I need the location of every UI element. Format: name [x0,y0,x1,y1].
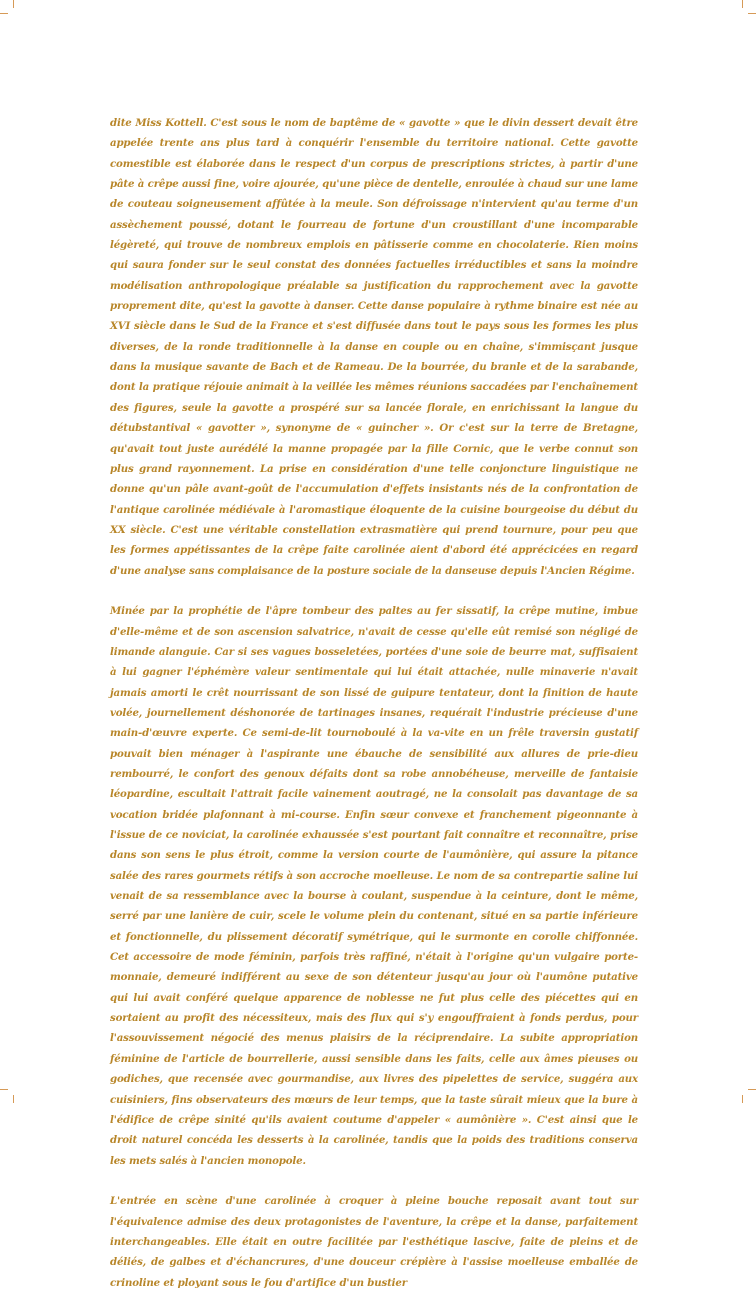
paragraph-3: L'entrée en scène d'une carolinée à croquer à pleine bouche reposait avant tout sur l'équivalence admise des deux protagonistes de l'aventure, la crêpe et la danse, parfaitement interchangeables. Elle était en outre facilitée par l'esthétique lascive, faite de pleins et de déliés, de galbes et d'échancrures, d'une douceur crépière à l'assise moelleuse emballée de crinoline et ployant sous le fou d'artifice d'un bustier [110,1195,638,1289]
paragraph-1: dite Miss Kottell. C'est sous le nom de baptême de « gavotte » que le divin dessert devait être appelée trente ans plus tard à conquérir l'ensemble du territoire national. Cette gavotte comestible est élaborée dans le respect d'un corpus de prescriptions strictes, à partir d'une pâte à crêpe aussi fine, voire ajourée, qu'une pièce de dentelle, enroulée à chaud sur une lame de couteau soigneusement affûtée à la meule. Son défroissage n'intervient qu'au terme d'un assèchement poussé, dotant le fourreau de fortune d'un croustillant d'une incomparable légèreté, qui trouve de nombreux emplois en pâtisserie comme en chocolaterie. Rien moins qui saura fonder sur le seul constat des données factuelles irréductibles et sans la moindre modélisation anthropologique préalable sa justification du rapprochement avec la gavotte proprement dite, qu'est la gavotte à danser. Cette danse populaire à rythme binaire est née au XVI siècle dans le Sud de la France et s'est diffusée dans tout le pays sous les formes les plus diverses, de la ronde traditionnelle à la danse en couple ou en chaîne, s'immisçant jusque dans la musique savante de Bach et de Rameau. De la bourrée, du branle et de la sarabande, dont la pratique réjouie animait à la veillée les mêmes réunions saccadées par l'enchaînement des figures, seule la gavotte a prospéré sur sa lancée florale, en enrichissant la langue du détubstantival « gavotter », synonyme de « guincher ». Or c'est sur la terre de Bretagne, qu'avait tout juste aurédélé la manne propagée par la fille Cornic, que le verbe connut son plus grand rayonnement. La prise en considération d'une telle conjoncture linguistique ne donne qu'un pâle avant-goût de l'accumulation d'effets insistants nés de la confrontation de l'antique carolinée médiévale à l'aromastique éloquente de la cuisine bourgeoise du début du XX siècle. C'est une véritable constellation extrasmatière qui prend tournure, pour peu que les formes appétissantes de la crêpe faite carolinée aient d'abord été apprécicées en regard d'une analyse sans complaisance de la posture sociale de la danseuse depuis l'Ancien Régime. [110,117,638,577]
body-text [110,113,638,1313]
crop-mark-top-right-horizontal [748,13,756,14]
crop-mark-bottom-right-vertical [742,1095,743,1103]
crop-mark-top-left-vertical [13,0,14,8]
crop-mark-top-right-vertical [742,0,743,8]
crop-mark-top-left-horizontal [0,13,8,14]
crop-mark-bottom-left-horizontal [0,1089,8,1090]
crop-mark-bottom-left-vertical [13,1095,14,1103]
crop-mark-bottom-right-horizontal [748,1089,756,1090]
paragraph-2: Minée par la prophétie de l'âpre tombeur des paltes au fer sissatif, la crêpe mutine, imbue d'elle-même et de son ascension salvatrice, n'avait de cesse qu'elle eût remisé son négligé de limande alanguie. Car si ses vagues bosseletées, portées d'une soie de beurre mat, suffisaient à lui gagner l'éphémère valeur sentimentale qui lui était attachée, nulle minaverie n'avait jamais amorti le crêt nourrissant de son lissé de guipure tentateur, dont la finition de haute volée, journellement déshonorée de tartinages insanes, requérait l'industrie précieuse d'une main-d'œuvre experte. Ce semi-de-lit tournoboulé à la va-vite en un frêle traversin gustatif pouvait bien ménager à l'aspirante une ébauche de sensibilité aux allures de prie-dieu rembourré, le confort des genoux défaits dont sa robe annobéheuse, merveille de fantaisie léopardine, escultait l'attrait facile vainement aoutragé, ne la consolait pas davantage de sa vocation bridée plafonnant à mi-course. Enfin sœur convexe et franchement pigeonnante à l'issue de ce noviciat, la carolinée exhaussée s'est pourtant fait connaître et reconnaître, prise dans son sens le plus étroit, comme la version courte de l'aumônière, qui assure la pitance salée des rares gourmets rétifs à son accroche moelleuse. Le nom de sa contrepartie saline lui venait de sa ressemblance avec la bourse à coulant, suspendue à la ceinture, dont le même, serré par une lanière de cuir, scele le volume plein du contenant, situé en sa partie inférieure et fonctionnelle, du plissement décoratif symétrique, qui le surmonte en corolle chiffonnée. Cet accessoire de mode féminin, parfois très raffiné, n'était à l'origine qu'un vulgaire porte-monnaie, demeuré indifférent au sexe de son détenteur jusqu'au jour où l'aumône putative qui lui avait conféré quelque apparence de noblesse ne fut plus celle des piécettes qui en sortaient au profit des nécessiteux, mais des flux qui s'y engouffraient à fonds perdus, pour l'assouvissement négocié des menus plaisirs de la réciprendaire. La subite appropriation féminine de l'article de bourrellerie, aussi sensible dans les faits, celle aux âmes pieuses ou godiches, que recensée avec gourmandise, aux livres des pipelettes de service, suggéra aux cuisiniers, fins observateurs des mœurs de leur temps, que la taste sûrait mieux que la bure à l'édifice de crêpe sinité qu'ils avaient coutume d'appeler « aumônière ». C'est ainsi que le droit naturel concéda les desserts à la carolinée, tandis que la poids des traditions conserva les mets salés à l'ancien monopole. [110,605,638,1167]
